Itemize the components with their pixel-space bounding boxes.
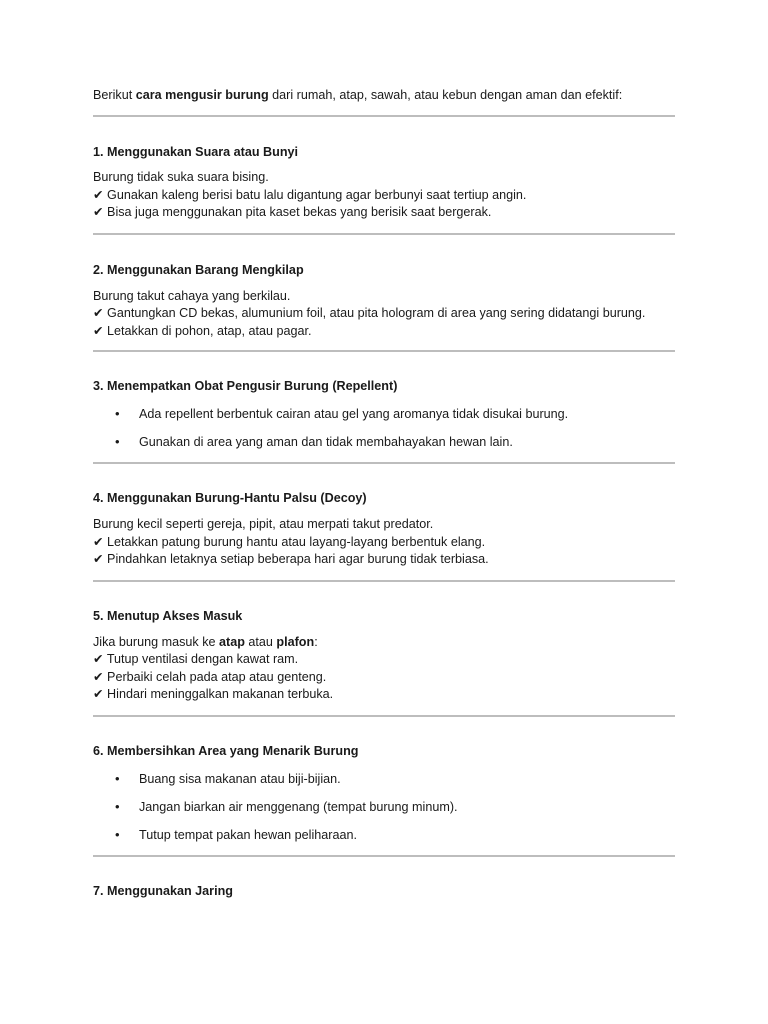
lead-bold: atap <box>219 634 245 649</box>
list-item: • Tutup tempat pakan hewan peliharaan. <box>93 826 675 844</box>
list-item: • Gunakan di area yang aman dan tidak membahayakan hewan lain. <box>93 433 675 451</box>
list-item: • Buang sisa makanan atau biji-bijian. <box>93 770 675 788</box>
section-4-title: 4. Menggunakan Burung-Hantu Palsu (Decoy) <box>93 491 367 505</box>
lead-text: : <box>314 634 318 649</box>
section-2-title: 2. Menggunakan Barang Mengkilap <box>93 262 304 277</box>
section-2-check: ✔ Letakkan di pohon, atap, atau pagar. <box>93 323 312 338</box>
lead-text: Jika burung masuk ke <box>93 634 219 649</box>
lead-bold: plafon <box>276 634 315 649</box>
section-5-lead <box>93 634 675 652</box>
document-content <box>93 86 675 900</box>
section-6-title: 6. Membersihkan Area yang Menarik Burung <box>93 743 359 758</box>
intro-text: Berikut <box>93 88 136 102</box>
section-1-title: 1. Menggunakan Suara atau Bunyi <box>93 145 299 159</box>
list-item: • Jangan biarkan air menggenang (tempat burung minum). <box>93 798 675 816</box>
section-4-lead: Burung kecil seperti gereja, pipit, atau merpati takut predator. <box>93 517 434 531</box>
intro-paragraph <box>93 86 675 104</box>
intro-text-end: dari rumah, atap, sawah, atau kebun dengan aman dan efektif: <box>268 88 623 102</box>
intro-bold: cara mengusir burung <box>135 88 269 102</box>
section-5-check: ✔ Tutup ventilasi dengan kawat ram. <box>93 652 299 666</box>
section-7-title: 7. Menggunakan Jaring <box>93 883 233 898</box>
section-2-check: ✔ Gantungkan CD bekas, alumunium foil, atau pita hologram di area yang sering didatangi burung. <box>93 306 646 320</box>
section-5-check: ✔ Hindari meninggalkan makanan terbuka. <box>93 687 334 701</box>
lead-text: atau <box>244 634 277 649</box>
section-5-title: 5. Menutup Akses Masuk <box>93 608 243 623</box>
section-5-check: ✔ Perbaiki celah pada atap atau genteng. <box>93 669 327 684</box>
section-1-lead: Burung tidak suka suara bising. <box>93 170 269 184</box>
section-1-check: ✔ Gunakan kaleng berisi batu lalu digantung agar berbunyi saat tertiup angin. <box>93 187 527 202</box>
section-2-lead: Burung takut cahaya yang berkilau. <box>93 288 291 303</box>
section-3-title: 3. Menempatkan Obat Pengusir Burung (Repellent) <box>93 379 398 393</box>
section-4-check: ✔ Pindahkan letaknya setiap beberapa hari agar burung tidak terbiasa. <box>93 552 489 566</box>
section-3-list <box>93 405 675 451</box>
section-1-check: ✔ Bisa juga menggunakan pita kaset bekas yang berisik saat bergerak. <box>93 205 492 219</box>
section-4-check: ✔ Letakkan patung burung hantu atau layang-layang berbentuk elang. <box>93 534 486 549</box>
list-item: • Ada repellent berbentuk cairan atau gel yang aromanya tidak disukai burung. <box>93 405 675 423</box>
section-6-list <box>93 770 675 844</box>
